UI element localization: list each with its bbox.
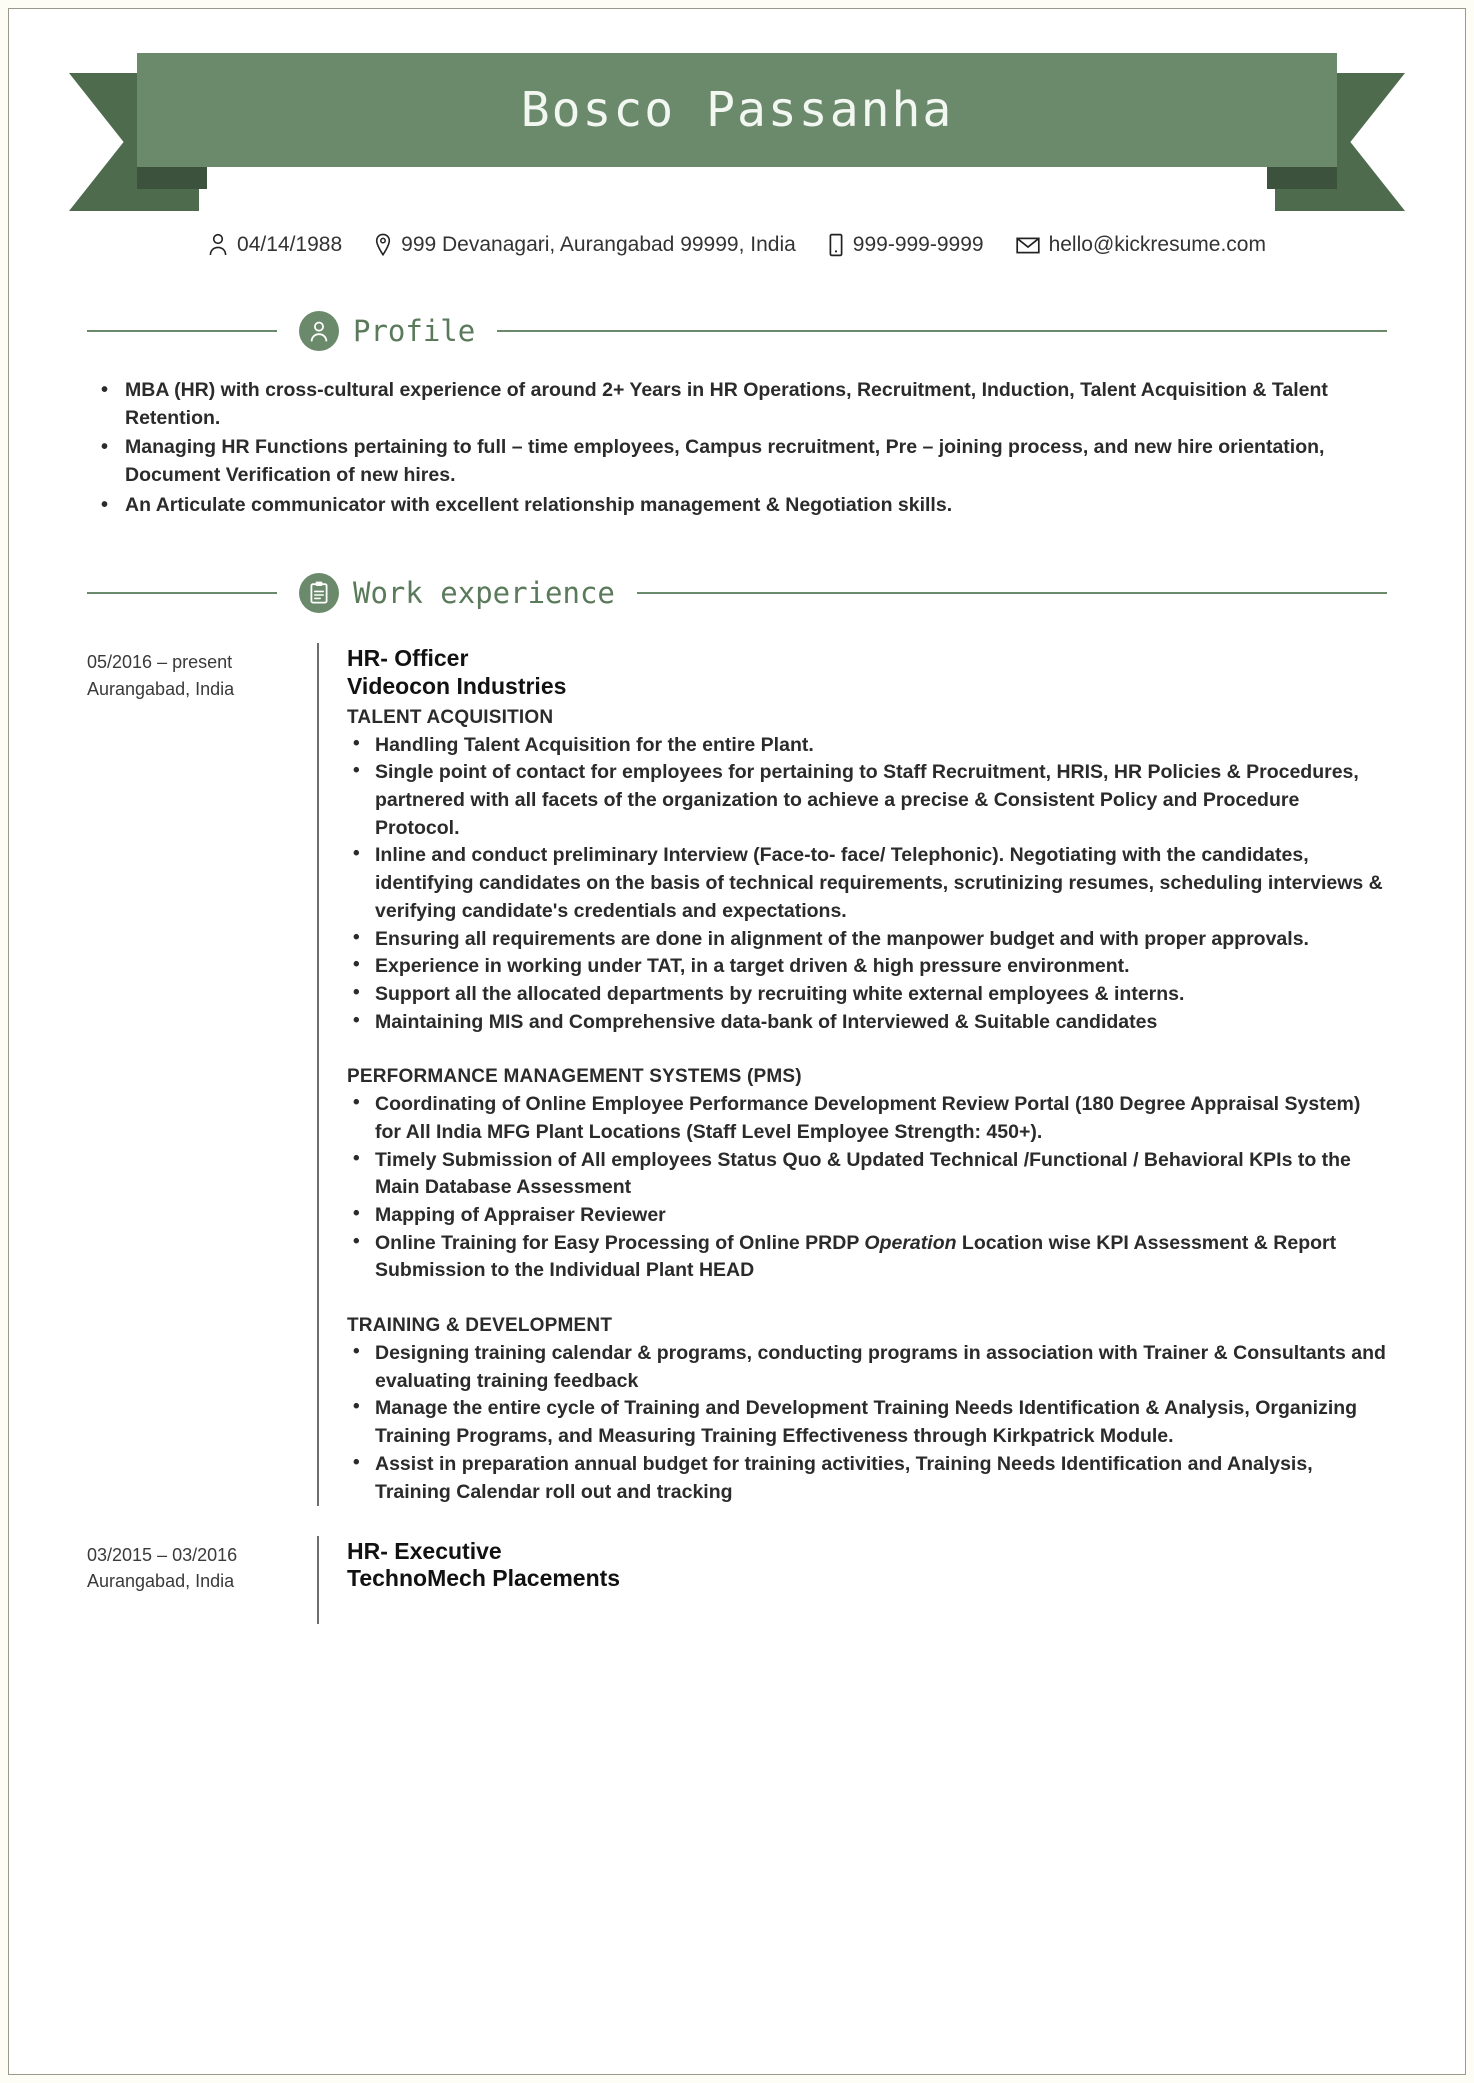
list-item: • Timely Submission of All employees Status Quo & Updated Technical /Functional / Behavioral KPIs to the Main Database Assessment [347,1147,1387,1202]
clipboard-icon [299,573,339,613]
job-bullet-list [347,1091,1387,1285]
job-location: Aurangabad, India [87,678,235,699]
section-header-work-experience [87,573,1387,613]
job-divider [317,1536,319,1624]
section-header-profile [87,311,1387,351]
job-entry [87,1536,1387,1624]
list-item: • Handling Talent Acquisition for the entire Plant. [347,732,1387,760]
list-item: • Online Training for Easy Processing of Online PRDP Operation Location wise KPI Assessment & Report Submission to the Individual Plant HEAD [347,1230,1387,1285]
list-item: • MBA (HR) with cross-cultural experience of around 2+ Years in HR Operations, Recruitment, Induction, Talent Acquisition & Talent Retention. [95,377,1387,432]
job-meta [87,643,317,1506]
list-item: • An Articulate communicator with excellent relationship management & Negotiation skills. [95,492,1387,520]
list-item: • Ensuring all requirements are done in alignment of the manpower budget and with proper approvals. [347,926,1387,954]
contact-email [1016,233,1266,257]
person-badge-icon [299,311,339,351]
job-subheading: PERFORMANCE MANAGEMENT SYSTEMS (PMS) [347,1066,802,1088]
job-body [347,643,1387,1506]
job-location: Aurangabad, India [87,1571,235,1592]
list-item: • Managing HR Functions pertaining to full – time employees, Campus recruitment, Pre – joining process, and new hire orientation, Document Verification of new hires. [95,434,1387,489]
ribbon-band [137,53,1337,167]
section-rule-right [497,330,1387,332]
list-item: • Assist in preparation annual budget for training activities, Training Needs Identification and Analysis, Training Calendar roll out and tracking [347,1451,1387,1506]
contact-email-text: hello@kickresume.com [1048,233,1266,256]
job-company: TechnoMech Placements [347,1565,621,1592]
job-dates: 05/2016 – present [87,652,233,673]
section-title-work-experience: Work experience [353,576,615,611]
job-entry [87,643,1387,1506]
list-item: • Support all the allocated departments by recruiting white external employees & interns. [347,981,1387,1009]
contact-birthdate-text: 04/14/1988 [237,233,343,256]
contact-bar [9,233,1465,257]
job-subheading: TALENT ACQUISITION [347,706,554,728]
list-item: • Manage the entire cycle of Training and Development Training Needs Identification & Analysis, Organizing Training Programs, and Measuring Training Effectiveness through Kirkpatrick Module. [347,1395,1387,1450]
person-icon [208,233,228,257]
list-item: • Maintaining MIS and Comprehensive data-bank of Interviewed & Suitable candidates [347,1009,1387,1037]
contact-phone-text: 999-999-9999 [852,233,984,256]
contact-address-text: 999 Devanagari, Aurangabad 99999, India [401,233,796,256]
job-meta [87,1536,317,1624]
job-body [347,1536,1387,1624]
list-item: • Designing training calendar & programs, conducting programs in association with Trainer & Consultants and evaluating training feedback [347,1340,1387,1395]
list-item: • Experience in working under TAT, in a target driven & high pressure environment. [347,953,1387,981]
profile-bullet-list [95,377,1387,519]
section-title-profile: Profile [353,314,476,348]
job-role: HR- Executive [347,1538,502,1565]
list-item: • Single point of contact for employees for pertaining to Staff Recruitment, HRIS, HR Policies & Procedures, partnered with all facets of the organization to achieve a precise & Consistent Policy and Procedure Protocol. [347,759,1387,842]
resume-page [8,8,1466,2075]
candidate-name: Bosco Passanha [520,82,954,138]
section-rule-left [87,592,277,594]
location-pin-icon [374,233,392,257]
section-rule-right [637,592,1387,594]
job-role: HR- Officer [347,645,469,672]
work-experience-list [87,643,1387,1624]
contact-address [374,233,796,257]
list-item: • Mapping of Appraiser Reviewer [347,1202,1387,1230]
job-company: Videocon Industries [347,672,567,699]
section-rule-left [87,330,277,332]
mobile-phone-icon [828,233,844,257]
job-bullet-list [347,1340,1387,1506]
job-dates: 03/2015 – 03/2016 [87,1545,238,1566]
name-ribbon [69,53,1405,191]
job-subheading: TRAINING & DEVELOPMENT [347,1315,613,1337]
ribbon-fold-left [137,167,207,189]
list-item: • Inline and conduct preliminary Interview (Face-to- face/ Telephonic). Negotiating with the candidates, identifying candidates on the basis of technical requirements, scrutinizing resumes, scheduling interviews & verifying candidate's credentials and expectations. [347,842,1387,925]
list-item: • Coordinating of Online Employee Performance Development Review Portal (180 Degree Appraisal System) for All India MFG Plant Locations (Staff Level Employee Strength: 450+). [347,1091,1387,1146]
ribbon-fold-right [1267,167,1337,189]
job-divider [317,643,319,1506]
contact-birthdate [208,233,342,257]
envelope-icon [1016,235,1040,255]
contact-phone [828,233,984,257]
job-bullet-list [347,732,1387,1037]
